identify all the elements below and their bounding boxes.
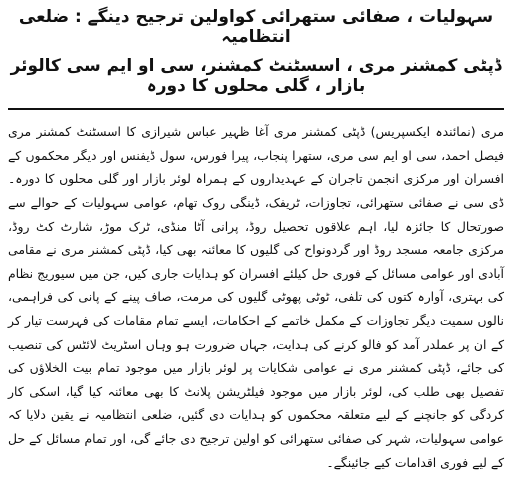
headline-secondary: ڈپٹی کمشنر مری ، اسسٹنٹ کمشنر، سی او ایم سی کالوئر بازار ، گلی محلوں کا دورہ [10, 56, 502, 96]
headline-primary: سہولیات ، صفائی ستھرائی کواولین ترجیح دینگے : ضلعی انتظامیہ [18, 7, 494, 47]
article-body: مری (نمائندہ ایکسپریس) ڈپٹی کمشنر مری آغا ظہیر عباس شیرازی کا اسسٹنٹ کمشنر مری فیصل احمد، سی او ایم سی مری، ستھرا پنجاب، پیرا فورس، سول ڈیفنس اور دیگر محکموں کے افسران اور مرکزی انجمن تاجران کے عہدیداروں کے ہمراہ لوئر بازار اور گلی محلوں کا دورہ۔ ڈی سی نے صفائی ستھرائی، تجاوزات، ٹریفک، ڈینگی روک تھام، عوامی سہولیات کے حوالے سے صورتحال کا جائزہ لیا، اہم علاقوں تحصیل روڈ، پرانی آٹا منڈی، ٹرک موڑ، شارٹ کٹ روڈ، مرکزی جامعہ مسجد روڈ اور گردونواح کی گلیوں کا معائنہ بھی کیا، ڈپٹی کمشنر مری نے مقامی آبادی اور عوامی مسائل کے فوری حل کیلئے افسران کو ہدایات جاری کیں، جن میں سیوریج نظام کی بہتری، آوارہ کتوں کی تلفی، ٹوٹی پھوٹی گلیوں کی مرمت، صاف پینے کے پانی کی فراہمی، نالوں سمیت دیگر تجاوزات کے مکمل خاتمے کے احکامات، ایسے تمام مقامات کی فہرست تیار کر کے ان پر عملدر آمد کو فالو کرنے کی ہدایت، جہاں ضرورت ہو وہاں اسٹریٹ لائٹس کی تنصیب کی جائے، ڈپٹی کمشنر مری نے عوامی شکایات پر لوئر بازار میں موجود تمام بیت الخلاؤں کی تفصیل بھی طلب کی، لوئر بازار میں موجود فیلٹریشن پلانٹ کا بھی معائنہ کیا گیا، اسکی کار کردگی کو جانچنے کے لیے متعلقہ محکموں کو ہدایات دی گئیں، ضلعی انتظامیہ نے یقین دلایا کہ عوامی سہولیات، شہر کی صفائی ستھرائی کو اولین ترجیح دی جائے گی، اور تمام مسائل کے حل کے لیے فوری اقدامات کیے جائینگے۔ [8, 124, 504, 470]
headline-divider [8, 108, 504, 110]
